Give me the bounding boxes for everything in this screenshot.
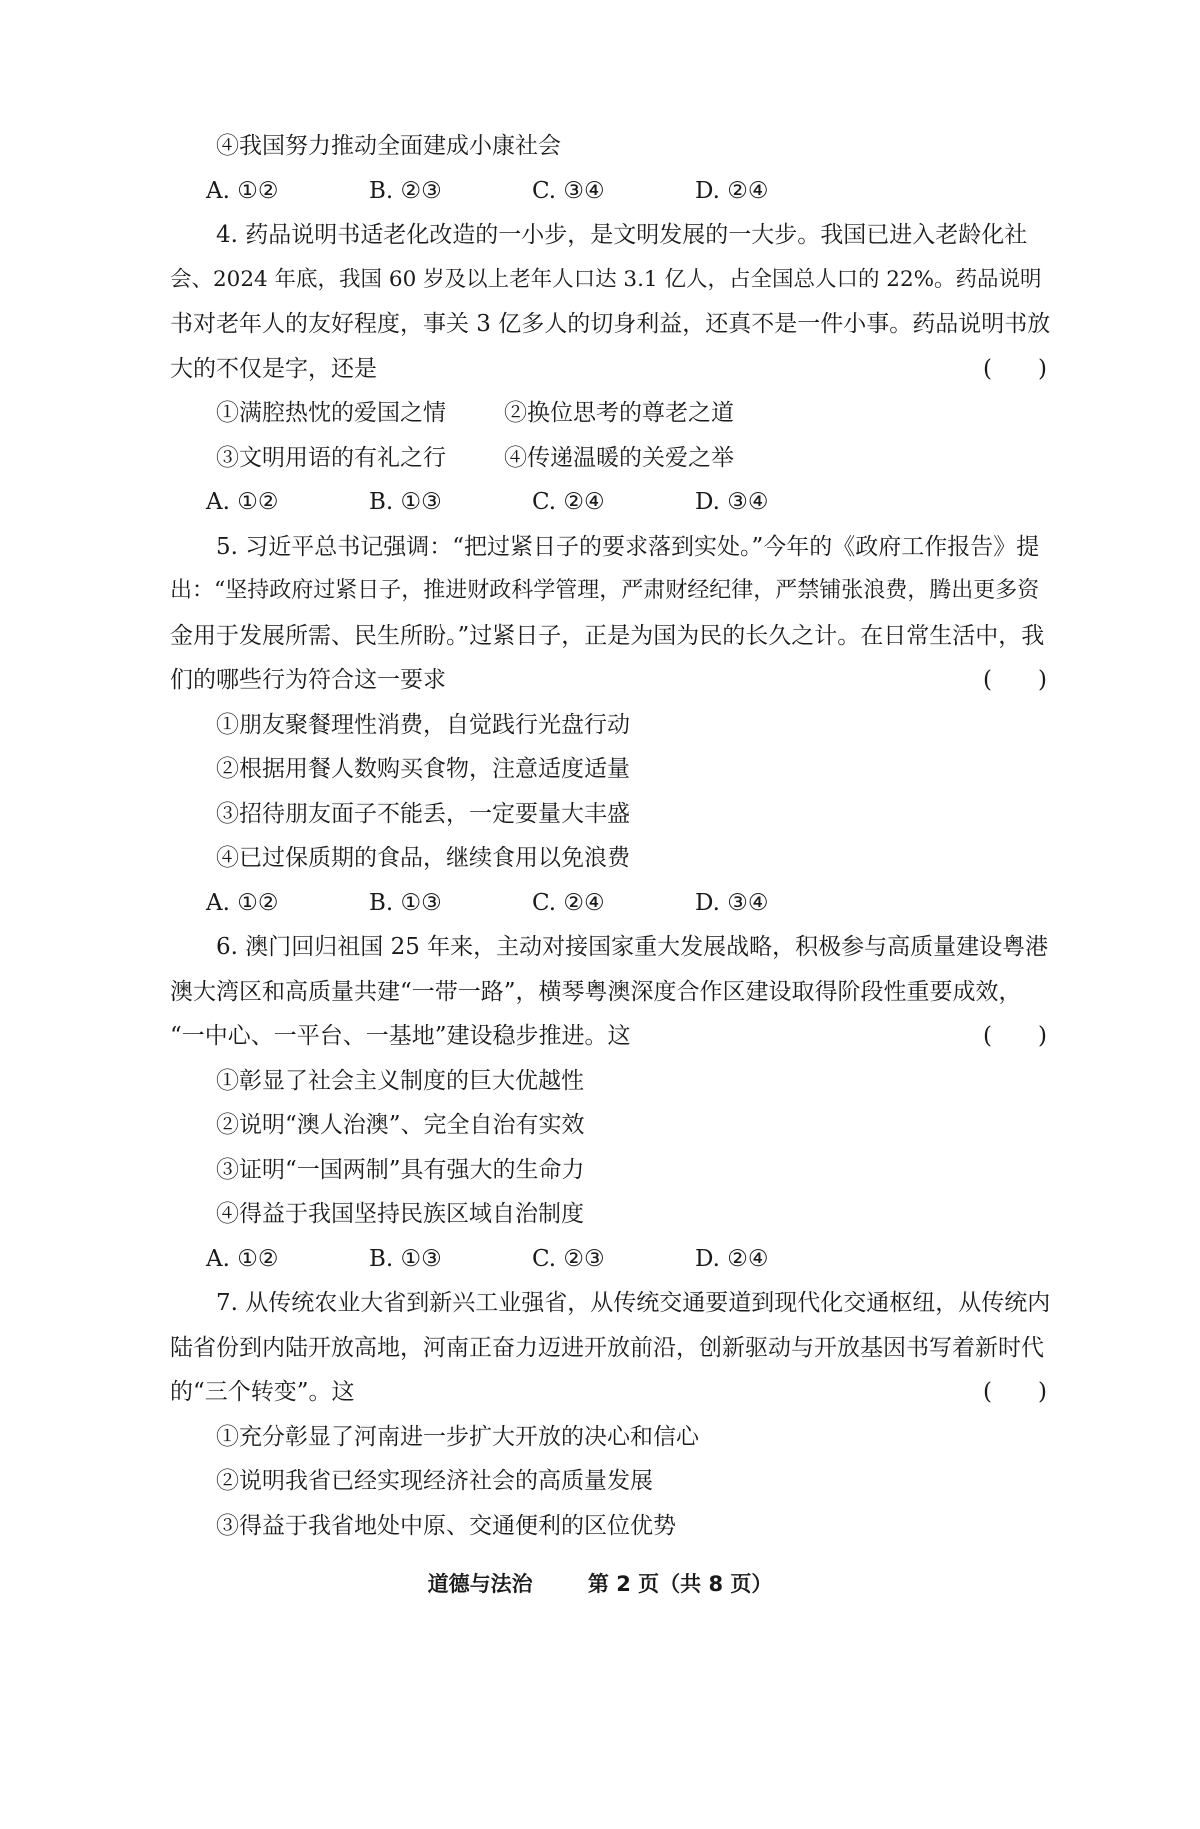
q3-option-4: ④我国努力推动全面建成小康社会 xyxy=(216,133,561,159)
q7-option-2: ②说明我省已经实现经济社会的高质量发展 xyxy=(216,1468,653,1494)
q7-stem-line-1: 7. 从传统农业大省到新兴工业强省，从传统交通要道到现代化交通枢纽，从传统内 xyxy=(216,1290,1051,1316)
page-content xyxy=(170,124,1055,1548)
q5-option-3: ③招待朋友面子不能丢，一定要量大丰盛 xyxy=(216,800,630,827)
q7-stem-line-2: 陆省份到内陆开放高地，河南正奋力迈进开放前沿，创新驱动与开放基因书写着新时代 xyxy=(170,1334,1044,1361)
q5-option-4: ④已过保质期的食品，继续食用以免浪费 xyxy=(216,845,630,871)
q7-option-3: ③得益于我省地处中原、交通便利的区位优势 xyxy=(216,1512,676,1539)
q6-answer-paren: ( ) xyxy=(983,1023,1047,1049)
q5-choices xyxy=(170,881,1055,926)
q7-stem-line-3 xyxy=(170,1370,1055,1415)
q4-stem-line-1: 4. 药品说明书适老化改造的一小步，是文明发展的一大步。我国已进入老龄化社 xyxy=(216,222,1028,248)
q6-stem-line-2: 澳大湾区和高质量共建“一带一路”，横琴粤澳深度合作区建设取得阶段性重要成效， xyxy=(170,978,1022,1005)
q6-option-4: ④得益于我国坚持民族区域自治制度 xyxy=(216,1201,584,1227)
q3-choice-d: D. ②④ xyxy=(695,177,769,204)
page-footer xyxy=(0,1568,1200,1598)
q5-stem-text: 们的哪些行为符合这一要求 xyxy=(170,667,446,693)
q5-choice-c: C. ②④ xyxy=(532,889,605,916)
q7-answer-paren: ( ) xyxy=(983,1379,1047,1405)
q4-stem-text: 大的不仅是字，还是 xyxy=(170,355,377,382)
q5-stem-line-3: 金用于发展所需、民生所盼。”过紧日子，正是为国为民的长久之计。在日常生活中，我 xyxy=(170,622,1045,649)
q6-choices xyxy=(170,1237,1055,1282)
footer-subject: 道德与法治 xyxy=(427,1572,533,1596)
q4-answer-paren: ( ) xyxy=(983,355,1047,382)
q4-choice-c: C. ②④ xyxy=(532,489,605,515)
q4-stem-line-4 xyxy=(170,347,1055,392)
q4-option-1: ①满腔热忱的爱国之情 xyxy=(216,400,446,426)
q6-stem-line-3 xyxy=(170,1014,1055,1059)
q5-option-2: ②根据用餐人数购买食物，注意适度适量 xyxy=(216,756,630,782)
q4-choice-b: B. ①③ xyxy=(369,489,442,515)
q4-option-4: ④传递温暖的关爱之举 xyxy=(504,444,734,471)
q5-stem-line-2: 出：“坚持政府过紧日子，推进财政科学管理，严肃财经纪律，严禁铺张浪费，腾出更多资 xyxy=(170,578,1040,603)
q4-option-2: ②换位思考的尊老之道 xyxy=(504,400,734,426)
q3-choice-a: A. ①② xyxy=(206,177,279,204)
q5-answer-paren: ( ) xyxy=(983,667,1047,693)
q3-choices xyxy=(170,169,1055,214)
q6-choice-b: B. ①③ xyxy=(369,1245,442,1272)
q4-choice-a: A. ①② xyxy=(206,489,279,515)
q5-choice-d: D. ③④ xyxy=(695,889,769,916)
q6-option-3: ③证明“一国两制”具有强大的生命力 xyxy=(216,1156,585,1183)
q6-stem-line-1: 6. 澳门回归祖国 25 年来，主动对接国家重大发展战略，积极参与高质量建设粤港 xyxy=(216,934,1049,960)
q5-stem-line-1: 5. 习近平总书记强调：“把过紧日子的要求落到实处。”今年的《政府工作报告》提 xyxy=(216,533,1040,560)
q4-option-3: ③文明用语的有礼之行 xyxy=(216,444,446,471)
q6-choice-c: C. ②③ xyxy=(532,1245,605,1272)
q6-choice-a: A. ①② xyxy=(206,1245,279,1272)
q4-choice-d: D. ③④ xyxy=(695,489,769,515)
q7-stem-text: 的“三个转变”。这 xyxy=(170,1379,355,1405)
q3-choice-b: B. ②③ xyxy=(369,177,442,204)
q4-options-row-2 xyxy=(170,436,1055,481)
q6-stem-text: “一中心、一平台、一基地”建设稳步推进。这 xyxy=(170,1023,631,1049)
q6-choice-d: D. ②④ xyxy=(695,1245,769,1272)
q4-options-row-1 xyxy=(170,391,1055,436)
q4-stem-line-2: 会、2024 年底，我国 60 岁及以上老年人口达 3.1 亿人，占全国总人口的 22%。药品说明 xyxy=(170,266,1042,292)
q5-choice-a: A. ①② xyxy=(206,889,279,916)
q7-option-1: ①充分彰显了河南进一步扩大开放的决心和信心 xyxy=(216,1423,699,1450)
q3-choice-c: C. ③④ xyxy=(532,177,605,204)
q6-option-2: ②说明“澳人治澳”、完全自治有实效 xyxy=(216,1112,585,1138)
q5-stem-line-4 xyxy=(170,658,1055,703)
q6-option-1: ①彰显了社会主义制度的巨大优越性 xyxy=(216,1067,584,1094)
footer-page-number: 第 2 页（共 8 页） xyxy=(587,1572,773,1596)
q4-choices xyxy=(170,480,1055,525)
q5-option-1: ①朋友聚餐理性消费，自觉践行光盘行动 xyxy=(216,711,630,738)
q4-stem-line-3: 书对老年人的友好程度，事关 3 亿多人的切身利益，还真不是一件小事。药品说明书放 xyxy=(170,311,1051,337)
q5-choice-b: B. ①③ xyxy=(369,889,442,916)
